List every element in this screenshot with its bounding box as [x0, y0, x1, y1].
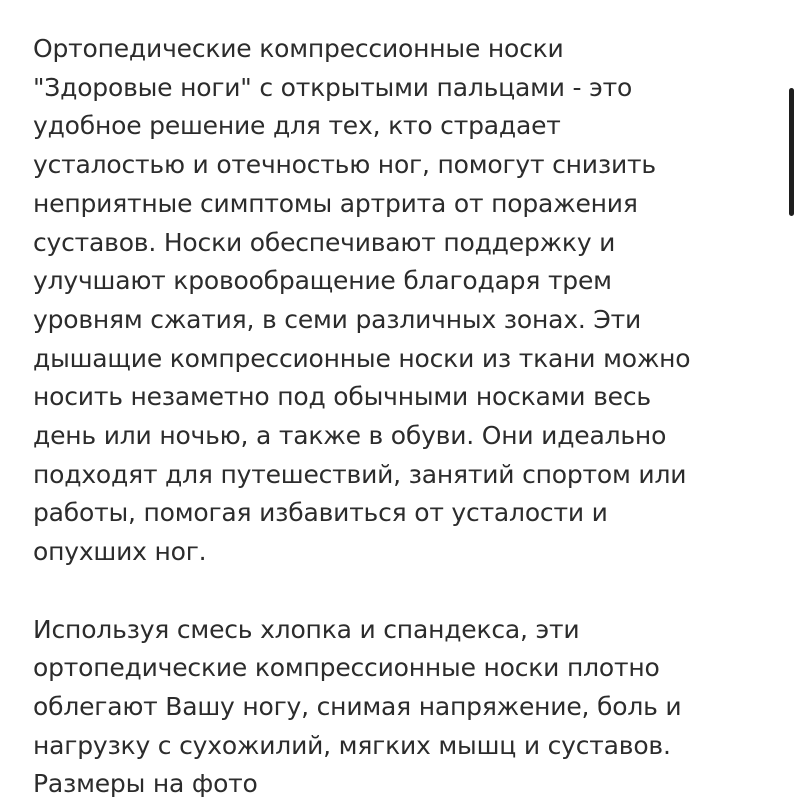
text-line: Ортопедические компрессионные носки	[33, 34, 564, 63]
text-line: суставов. Носки обеспечивают поддержку и	[33, 227, 616, 257]
scrollbar-thumb[interactable]	[789, 88, 794, 216]
paragraph-spacer	[33, 572, 773, 611]
text-line: уровням сжатия, в семи различных зонах. Эти	[33, 304, 641, 334]
text-line: носить незаметно под обычными носками весь	[33, 382, 651, 412]
text-line: усталостью и отечностью ног, помогут снизить	[33, 150, 656, 180]
text-line: день или ночью, а также в обуви. Они идеально	[33, 421, 667, 451]
text-line: Используя смесь хлопка и спандекса, эти	[33, 614, 580, 644]
description-text	[33, 30, 773, 804]
text-line: "Здоровые ноги" с открытыми пальцами - это	[33, 72, 633, 102]
text-line: удобное решение для тех, кто страдает	[33, 111, 561, 141]
text-line: опухших ног.	[33, 537, 207, 567]
text-line: улучшают кровообращение благодаря трем	[33, 266, 612, 296]
text-line: работы, помогая избавиться от усталости и	[33, 498, 608, 528]
text-line: неприятные симптомы артрита от поражения	[33, 188, 638, 218]
text-line: облегают Вашу ногу, снимая напряжение, боль и	[33, 691, 682, 721]
paragraph-2	[33, 611, 773, 804]
text-line: нагрузку с сухожилий, мягких мышц и суставов.	[33, 730, 671, 760]
text-line: Размеры на фото	[33, 769, 258, 799]
paragraph-1	[33, 30, 773, 572]
text-line: подходят для путешествий, занятий спортом или	[33, 459, 687, 489]
text-line: ортопедические компрессионные носки плотно	[33, 653, 660, 683]
text-line: дышащие компрессионные носки из ткани можно	[33, 343, 691, 373]
